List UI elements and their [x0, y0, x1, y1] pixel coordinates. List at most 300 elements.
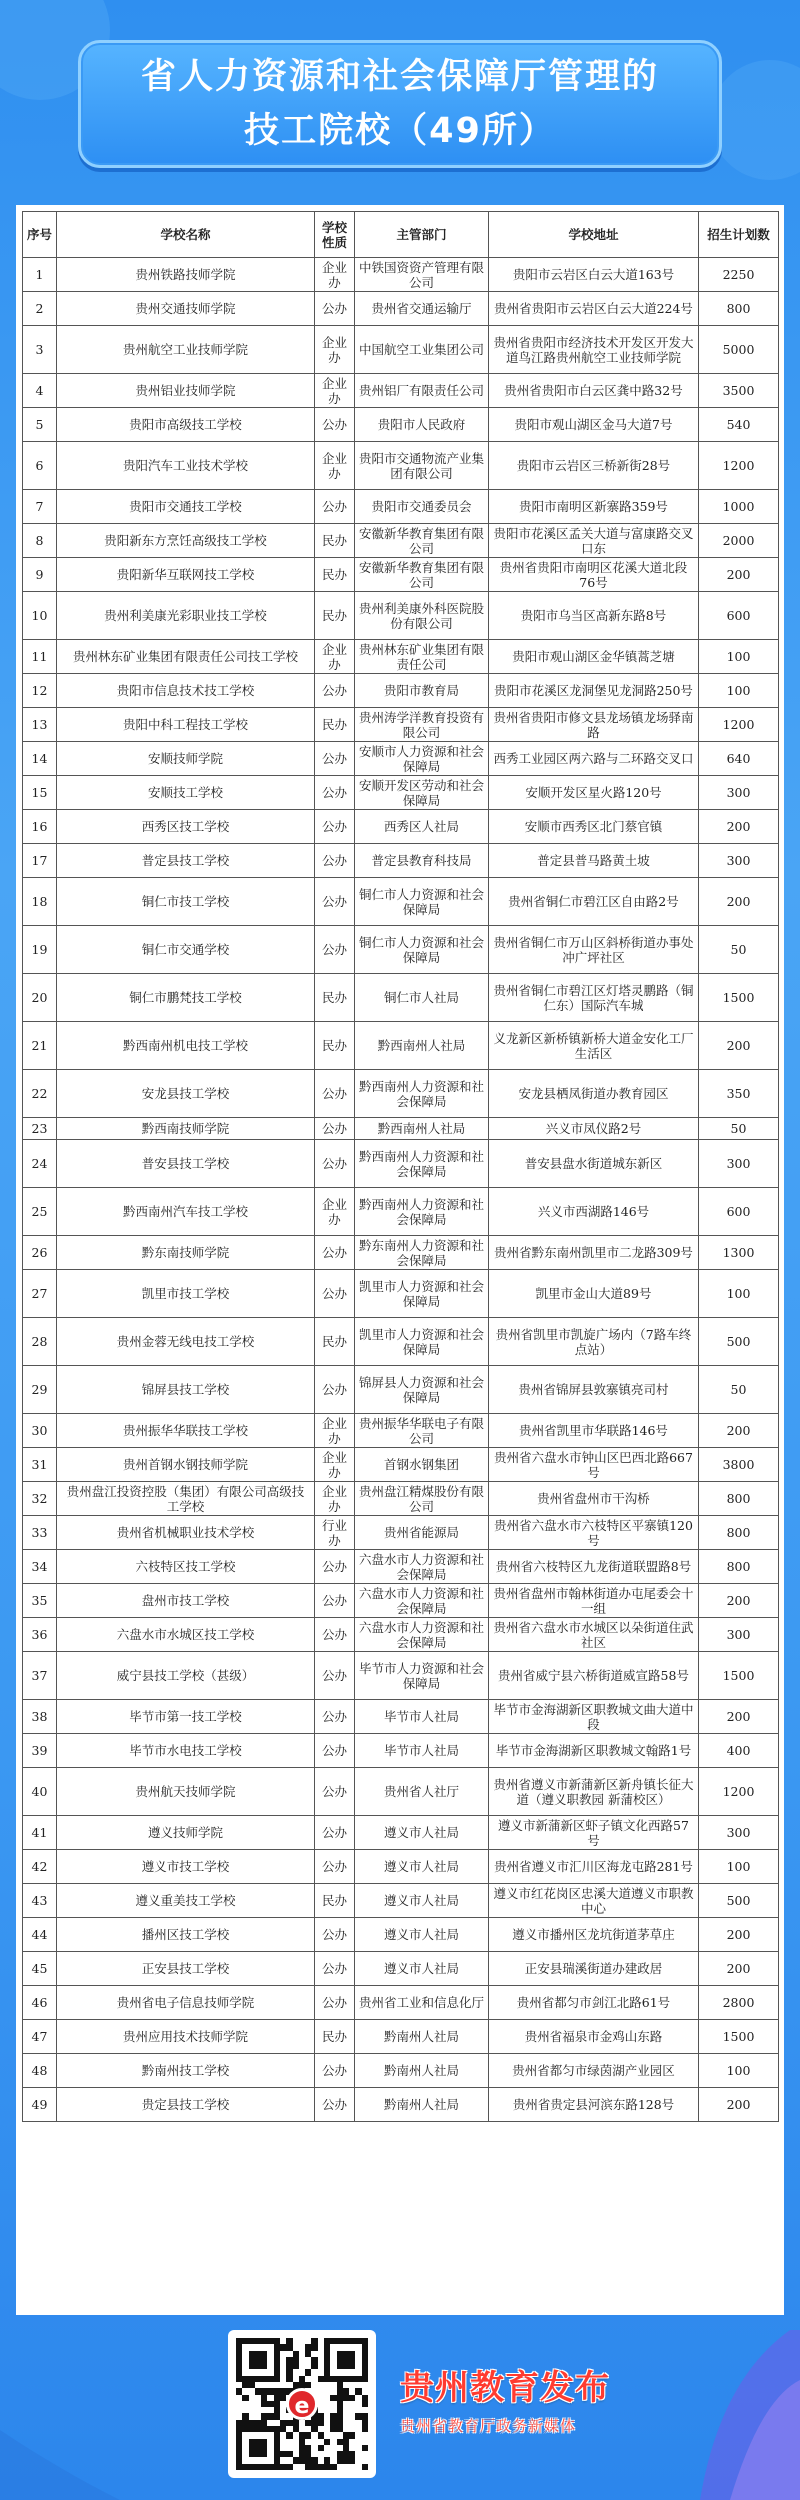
cell-dept: 黔南州人社局	[355, 2020, 489, 2054]
cell-plan: 5000	[699, 326, 779, 374]
cell-addr: 贵阳市花溪区孟关大道与富康路交叉口东	[489, 524, 699, 558]
cell-name: 贵州省电子信息技师学院	[57, 1986, 315, 2020]
cell-dept: 毕节市人社局	[355, 1700, 489, 1734]
cell-plan: 1200	[699, 708, 779, 742]
cell-plan: 3500	[699, 374, 779, 408]
cell-type: 企业办	[315, 1414, 355, 1448]
cell-plan: 200	[699, 558, 779, 592]
cell-name: 盘州市技工学校	[57, 1584, 315, 1618]
cell-name: 贵州首钢水钢技师学院	[57, 1448, 315, 1482]
header-no: 序号	[23, 212, 57, 258]
cell-name: 贵阳市信息技术技工学校	[57, 674, 315, 708]
table-row	[23, 558, 779, 592]
cell-dept: 黔西南州人力资源和社会保障局	[355, 1188, 489, 1236]
cell-no: 16	[23, 810, 57, 844]
cell-dept: 黔南州人社局	[355, 2088, 489, 2122]
cell-no: 11	[23, 640, 57, 674]
cell-name: 播州区技工学校	[57, 1918, 315, 1952]
cell-dept: 贵阳市教育局	[355, 674, 489, 708]
cell-dept: 遵义市人社局	[355, 1918, 489, 1952]
cell-plan: 600	[699, 1188, 779, 1236]
cell-no: 38	[23, 1700, 57, 1734]
cell-no: 14	[23, 742, 57, 776]
cell-addr: 贵州省遵义市新蒲新区新舟镇长征大道（遵义职教园 新蒲校区）	[489, 1768, 699, 1816]
cell-no: 4	[23, 374, 57, 408]
cell-name: 正安县技工学校	[57, 1952, 315, 1986]
cell-name: 西秀区技工学校	[57, 810, 315, 844]
table-row	[23, 1482, 779, 1516]
table-sheet	[16, 205, 784, 2315]
brand-subtitle: 贵州省教育厅政务新媒体	[400, 2417, 577, 2435]
cell-type: 公办	[315, 1952, 355, 1986]
cell-plan: 1500	[699, 1652, 779, 1700]
table-row	[23, 1768, 779, 1816]
cell-type: 民办	[315, 524, 355, 558]
cell-type: 民办	[315, 2020, 355, 2054]
cell-dept: 安徽新华教育集团有限公司	[355, 524, 489, 558]
cell-plan: 2250	[699, 258, 779, 292]
cell-type: 公办	[315, 1652, 355, 1700]
cell-type: 公办	[315, 1618, 355, 1652]
cell-dept: 安顺市人力资源和社会保障局	[355, 742, 489, 776]
cell-plan: 800	[699, 1550, 779, 1584]
cell-addr: 贵州省铜仁市碧江区自由路2号	[489, 878, 699, 926]
cell-name: 毕节市水电技工学校	[57, 1734, 315, 1768]
cell-type: 公办	[315, 1584, 355, 1618]
cell-no: 8	[23, 524, 57, 558]
cell-dept: 贵州省能源局	[355, 1516, 489, 1550]
cell-addr: 贵州省凯里市华联路146号	[489, 1414, 699, 1448]
cell-name: 贵定县技工学校	[57, 2088, 315, 2122]
cell-dept: 安顺开发区劳动和社会保障局	[355, 776, 489, 810]
cell-type: 公办	[315, 1236, 355, 1270]
cell-dept: 凯里市人力资源和社会保障局	[355, 1318, 489, 1366]
cell-no: 29	[23, 1366, 57, 1414]
cell-plan: 100	[699, 2054, 779, 2088]
table-row	[23, 374, 779, 408]
cell-addr: 贵阳市观山湖区金华镇蒿芝塘	[489, 640, 699, 674]
cell-addr: 贵州省铜仁市碧江区灯塔灵鹏路（铜仁东）国际汽车城	[489, 974, 699, 1022]
cell-plan: 1300	[699, 1236, 779, 1270]
table-row	[23, 1236, 779, 1270]
cell-no: 20	[23, 974, 57, 1022]
cell-name: 安龙县技工学校	[57, 1070, 315, 1118]
title-line-1: 省人力资源和社会保障厅管理的	[140, 57, 659, 97]
table-row	[23, 292, 779, 326]
qr-logo-icon: e	[286, 2388, 318, 2420]
cell-name: 贵阳新东方烹饪高级技工学校	[57, 524, 315, 558]
cell-type: 公办	[315, 1986, 355, 2020]
cell-no: 3	[23, 326, 57, 374]
cell-name: 贵阳市交通技工学校	[57, 490, 315, 524]
table-row	[23, 708, 779, 742]
cell-name: 黔东南技师学院	[57, 1236, 315, 1270]
cell-no: 48	[23, 2054, 57, 2088]
cell-no: 2	[23, 292, 57, 326]
table-row	[23, 926, 779, 974]
cell-no: 12	[23, 674, 57, 708]
cell-no: 46	[23, 1986, 57, 2020]
cell-dept: 铜仁市人力资源和社会保障局	[355, 926, 489, 974]
cell-no: 25	[23, 1188, 57, 1236]
cell-addr: 贵州省六盘水市钟山区巴西北路667号	[489, 1448, 699, 1482]
cell-dept: 贵州省工业和信息化厅	[355, 1986, 489, 2020]
cell-addr: 凯里市金山大道89号	[489, 1270, 699, 1318]
cell-addr: 贵州省盘州市干沟桥	[489, 1482, 699, 1516]
cell-type: 公办	[315, 810, 355, 844]
cell-addr: 安顺开发区星火路120号	[489, 776, 699, 810]
table-row	[23, 408, 779, 442]
cell-type: 企业办	[315, 640, 355, 674]
cell-plan: 300	[699, 844, 779, 878]
cell-name: 贵阳市高级技工学校	[57, 408, 315, 442]
table-row	[23, 878, 779, 926]
cell-dept: 贵州省交通运输厅	[355, 292, 489, 326]
cell-no: 7	[23, 490, 57, 524]
cell-no: 13	[23, 708, 57, 742]
cell-addr: 贵阳市南明区新寨路359号	[489, 490, 699, 524]
cell-type: 公办	[315, 1270, 355, 1318]
cell-addr: 贵阳市花溪区龙洞堡见龙洞路250号	[489, 674, 699, 708]
cell-name: 六盘水市水城区技工学校	[57, 1618, 315, 1652]
table-row	[23, 742, 779, 776]
cell-name: 黔西南州机电技工学校	[57, 1022, 315, 1070]
cell-plan: 200	[699, 1700, 779, 1734]
table-row	[23, 1414, 779, 1448]
cell-type: 公办	[315, 1140, 355, 1188]
cell-addr: 西秀工业园区两六路与二环路交叉口	[489, 742, 699, 776]
cell-type: 公办	[315, 292, 355, 326]
cell-no: 31	[23, 1448, 57, 1482]
cell-type: 公办	[315, 776, 355, 810]
cell-dept: 贵州铝厂有限责任公司	[355, 374, 489, 408]
cell-type: 民办	[315, 1884, 355, 1918]
cell-addr: 贵州省都匀市剑江北路61号	[489, 1986, 699, 2020]
cell-dept: 黔西南州人力资源和社会保障局	[355, 1140, 489, 1188]
cell-plan: 300	[699, 1816, 779, 1850]
cell-name: 六枝特区技工学校	[57, 1550, 315, 1584]
cell-name: 贵阳汽车工业技术学校	[57, 442, 315, 490]
table-row	[23, 1850, 779, 1884]
cell-plan: 200	[699, 1918, 779, 1952]
cell-type: 公办	[315, 2088, 355, 2122]
cell-addr: 贵州省铜仁市万山区斜桥街道办事处冲广坪社区	[489, 926, 699, 974]
cell-dept: 铜仁市人力资源和社会保障局	[355, 878, 489, 926]
cell-type: 企业办	[315, 1482, 355, 1516]
cell-name: 贵州航天技师学院	[57, 1768, 315, 1816]
cell-type: 公办	[315, 1550, 355, 1584]
cell-name: 凯里市技工学校	[57, 1270, 315, 1318]
cell-addr: 毕节市金海湖新区职教城文曲大道中段	[489, 1700, 699, 1734]
table-row	[23, 490, 779, 524]
cell-addr: 贵州省凯里市凯旋广场内（7路车终点站）	[489, 1318, 699, 1366]
cell-name: 贵州振华华联技工学校	[57, 1414, 315, 1448]
cell-addr: 义龙新区新桥镇新桥大道金安化工厂生活区	[489, 1022, 699, 1070]
cell-plan: 100	[699, 640, 779, 674]
cell-no: 30	[23, 1414, 57, 1448]
table-row	[23, 1070, 779, 1118]
cell-addr: 贵州省贵阳市修文县龙场镇龙场驿南路	[489, 708, 699, 742]
cell-name: 安顺技师学院	[57, 742, 315, 776]
cell-type: 企业办	[315, 374, 355, 408]
cell-plan: 100	[699, 1850, 779, 1884]
cell-addr: 贵阳市云岩区三桥新街28号	[489, 442, 699, 490]
brand-block	[400, 2360, 700, 2450]
cell-addr: 遵义市播州区龙坑街道茅草庄	[489, 1918, 699, 1952]
cell-no: 35	[23, 1584, 57, 1618]
table-row	[23, 1140, 779, 1188]
cell-addr: 贵州省贵阳市经济技术开发区开发大道鸟江路贵州航空工业技师学院	[489, 326, 699, 374]
cell-name: 遵义市技工学校	[57, 1850, 315, 1884]
cell-plan: 2800	[699, 1986, 779, 2020]
cell-dept: 贵州振华华联电子有限公司	[355, 1414, 489, 1448]
cell-name: 遵义技师学院	[57, 1816, 315, 1850]
cell-addr: 安龙县栖凤街道办教育园区	[489, 1070, 699, 1118]
cell-no: 21	[23, 1022, 57, 1070]
cell-type: 公办	[315, 926, 355, 974]
cell-type: 民办	[315, 708, 355, 742]
cell-no: 47	[23, 2020, 57, 2054]
cell-plan: 300	[699, 1618, 779, 1652]
cell-type: 公办	[315, 878, 355, 926]
table-row	[23, 1986, 779, 2020]
cell-plan: 300	[699, 1140, 779, 1188]
cell-plan: 200	[699, 2088, 779, 2122]
cell-addr: 贵州省都匀市绿茵湖产业园区	[489, 2054, 699, 2088]
cell-plan: 2000	[699, 524, 779, 558]
cell-plan: 800	[699, 1516, 779, 1550]
cell-addr: 兴义市西湖路146号	[489, 1188, 699, 1236]
cell-plan: 200	[699, 1022, 779, 1070]
table-row	[23, 2020, 779, 2054]
cell-addr: 贵州省贵定县河滨东路128号	[489, 2088, 699, 2122]
cell-plan: 350	[699, 1070, 779, 1118]
cell-type: 公办	[315, 1118, 355, 1140]
cell-addr: 贵州省威宁县六桥街道威宣路58号	[489, 1652, 699, 1700]
cell-addr: 贵州省六枝特区九龙街道联盟路8号	[489, 1550, 699, 1584]
table-row	[23, 674, 779, 708]
qr-code[interactable]	[228, 2330, 376, 2478]
cell-dept: 贵州涛学洋教育投资有限公司	[355, 708, 489, 742]
cell-addr: 贵州省盘州市翰林街道办屯尾委会十一组	[489, 1584, 699, 1618]
cell-type: 公办	[315, 1816, 355, 1850]
cell-plan: 800	[699, 292, 779, 326]
cell-no: 32	[23, 1482, 57, 1516]
cell-plan: 500	[699, 1884, 779, 1918]
cell-name: 铜仁市交通学校	[57, 926, 315, 974]
cell-plan: 200	[699, 1952, 779, 1986]
title-line-2: 技工院校（49所）	[244, 111, 556, 151]
cell-no: 15	[23, 776, 57, 810]
cell-dept: 遵义市人社局	[355, 1850, 489, 1884]
header-plan: 招生计划数	[699, 212, 779, 258]
cell-no: 34	[23, 1550, 57, 1584]
table-row	[23, 2054, 779, 2088]
cell-type: 行业办	[315, 1516, 355, 1550]
cell-dept: 毕节市人社局	[355, 1734, 489, 1768]
cell-type: 公办	[315, 1850, 355, 1884]
cell-dept: 锦屏县人力资源和社会保障局	[355, 1366, 489, 1414]
cell-no: 39	[23, 1734, 57, 1768]
cell-no: 22	[23, 1070, 57, 1118]
cell-dept: 遵义市人社局	[355, 1884, 489, 1918]
cell-plan: 1200	[699, 442, 779, 490]
header-type: 学校性质	[315, 212, 355, 258]
cell-plan: 100	[699, 1270, 779, 1318]
cell-type: 企业办	[315, 1448, 355, 1482]
cell-type: 民办	[315, 974, 355, 1022]
cell-type: 民办	[315, 558, 355, 592]
cell-name: 毕节市第一技工学校	[57, 1700, 315, 1734]
cell-dept: 贵州利美康外科医院股份有限公司	[355, 592, 489, 640]
table-row	[23, 974, 779, 1022]
cell-plan: 500	[699, 1318, 779, 1366]
table-row	[23, 1318, 779, 1366]
table-row	[23, 776, 779, 810]
cell-plan: 600	[699, 592, 779, 640]
table-row	[23, 640, 779, 674]
cell-plan: 200	[699, 878, 779, 926]
table-row	[23, 1700, 779, 1734]
table-row	[23, 1584, 779, 1618]
table-row	[23, 1618, 779, 1652]
cell-name: 贵州盘江投资控股（集团）有限公司高级技工学校	[57, 1482, 315, 1516]
cell-dept: 黔西南州人社局	[355, 1118, 489, 1140]
cell-addr: 贵州省黔东南州凯里市二龙路309号	[489, 1236, 699, 1270]
cell-dept: 中国航空工业集团公司	[355, 326, 489, 374]
table-header-row	[23, 212, 779, 258]
cell-plan: 200	[699, 810, 779, 844]
cell-addr: 兴义市凤仪路2号	[489, 1118, 699, 1140]
table-row	[23, 1816, 779, 1850]
cell-no: 45	[23, 1952, 57, 1986]
cell-dept: 贵州盘江精煤股份有限公司	[355, 1482, 489, 1516]
cell-plan: 1200	[699, 1768, 779, 1816]
cell-no: 36	[23, 1618, 57, 1652]
cell-name: 普定县技工学校	[57, 844, 315, 878]
table-row	[23, 524, 779, 558]
cell-name: 贵阳中科工程技工学校	[57, 708, 315, 742]
cell-dept: 安徽新华教育集团有限公司	[355, 558, 489, 592]
header-dept: 主管部门	[355, 212, 489, 258]
cell-no: 19	[23, 926, 57, 974]
header-name: 学校名称	[57, 212, 315, 258]
cell-type: 企业办	[315, 326, 355, 374]
cell-name: 贵阳新华互联网技工学校	[57, 558, 315, 592]
cell-dept: 六盘水市人力资源和社会保障局	[355, 1550, 489, 1584]
table-row	[23, 258, 779, 292]
cell-name: 贵州应用技术技师学院	[57, 2020, 315, 2054]
cell-plan: 400	[699, 1734, 779, 1768]
table-row	[23, 1550, 779, 1584]
cell-no: 17	[23, 844, 57, 878]
cell-name: 贵州林东矿业集团有限责任公司技工学校	[57, 640, 315, 674]
cell-name: 贵州铝业技师学院	[57, 374, 315, 408]
cell-plan: 1500	[699, 2020, 779, 2054]
cell-addr: 贵州省贵阳市白云区龚中路32号	[489, 374, 699, 408]
cell-type: 企业办	[315, 1188, 355, 1236]
cell-type: 公办	[315, 674, 355, 708]
cell-plan: 640	[699, 742, 779, 776]
cell-no: 1	[23, 258, 57, 292]
cell-addr: 安顺市西秀区北门蔡官镇	[489, 810, 699, 844]
cell-plan: 800	[699, 1482, 779, 1516]
cell-addr: 贵州省遵义市汇川区海龙屯路281号	[489, 1850, 699, 1884]
table-row	[23, 442, 779, 490]
table-row	[23, 1448, 779, 1482]
cell-type: 公办	[315, 1734, 355, 1768]
cell-addr: 贵阳市乌当区高新东路8号	[489, 592, 699, 640]
table-row	[23, 326, 779, 374]
cell-no: 24	[23, 1140, 57, 1188]
cell-dept: 遵义市人社局	[355, 1816, 489, 1850]
table-row	[23, 1918, 779, 1952]
cell-name: 黔西南技师学院	[57, 1118, 315, 1140]
cell-type: 公办	[315, 490, 355, 524]
header-addr: 学校地址	[489, 212, 699, 258]
cell-dept: 首钢水钢集团	[355, 1448, 489, 1482]
cell-type: 公办	[315, 742, 355, 776]
cell-dept: 凯里市人力资源和社会保障局	[355, 1270, 489, 1318]
table-row	[23, 1022, 779, 1070]
cell-no: 33	[23, 1516, 57, 1550]
brand-name: 贵州教育发布	[400, 2368, 610, 2408]
cell-plan: 200	[699, 1414, 779, 1448]
cell-addr: 普安县盘水街道城东新区	[489, 1140, 699, 1188]
cell-name: 锦屏县技工学校	[57, 1366, 315, 1414]
cell-name: 贵州利美康光彩职业技工学校	[57, 592, 315, 640]
cell-no: 6	[23, 442, 57, 490]
table-row	[23, 1652, 779, 1700]
page-title	[78, 40, 722, 168]
cell-no: 18	[23, 878, 57, 926]
cell-no: 5	[23, 408, 57, 442]
table-row	[23, 592, 779, 640]
cell-type: 公办	[315, 844, 355, 878]
table-row	[23, 1734, 779, 1768]
cell-type: 公办	[315, 1918, 355, 1952]
table-row	[23, 1188, 779, 1236]
cell-dept: 中铁国资资产管理有限公司	[355, 258, 489, 292]
cell-name: 贵州金蓉无线电技工学校	[57, 1318, 315, 1366]
cell-plan: 3800	[699, 1448, 779, 1482]
table-row	[23, 1118, 779, 1140]
cell-addr: 毕节市金海湖新区职教城文翰路1号	[489, 1734, 699, 1768]
cell-type: 公办	[315, 2054, 355, 2088]
cell-no: 28	[23, 1318, 57, 1366]
cell-addr: 贵州省六盘水市水城区以朵街道住武社区	[489, 1618, 699, 1652]
cell-no: 9	[23, 558, 57, 592]
cell-name: 黔南州技工学校	[57, 2054, 315, 2088]
cell-name: 贵州铁路技师学院	[57, 258, 315, 292]
cell-name: 贵州省机械职业技术学校	[57, 1516, 315, 1550]
table-row	[23, 2088, 779, 2122]
cell-dept: 贵阳市人民政府	[355, 408, 489, 442]
cell-dept: 黔南州人社局	[355, 2054, 489, 2088]
cell-addr: 贵阳市云岩区白云大道163号	[489, 258, 699, 292]
cell-type: 民办	[315, 592, 355, 640]
cell-dept: 贵阳市交通物流产业集团有限公司	[355, 442, 489, 490]
cell-plan: 1000	[699, 490, 779, 524]
cell-no: 42	[23, 1850, 57, 1884]
cell-dept: 毕节市人力资源和社会保障局	[355, 1652, 489, 1700]
cell-dept: 黔西南州人力资源和社会保障局	[355, 1070, 489, 1118]
cell-dept: 西秀区人社局	[355, 810, 489, 844]
cell-dept: 铜仁市人社局	[355, 974, 489, 1022]
cell-addr: 普定县普马路黄土坡	[489, 844, 699, 878]
cell-no: 27	[23, 1270, 57, 1318]
cell-addr: 贵州省贵阳市云岩区白云大道224号	[489, 292, 699, 326]
